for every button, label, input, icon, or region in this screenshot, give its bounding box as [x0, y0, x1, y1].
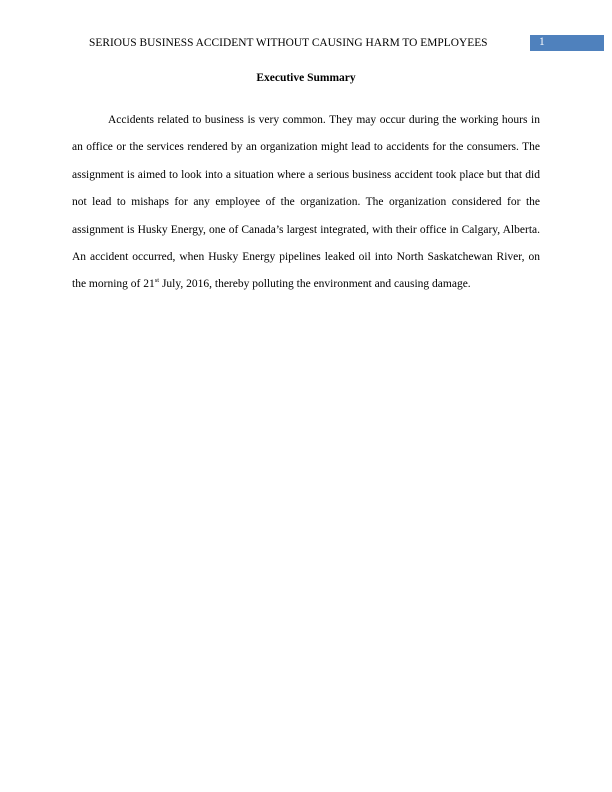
paragraph-text-part2: July, 2016, thereby polluting the environment and causing damage. [159, 278, 471, 291]
page-number-badge [530, 35, 604, 51]
body-paragraph [72, 107, 540, 299]
paragraph-text-part1: Accidents related to business is very common. They may occur during the working hours in an office or the services rendered by an organization might lead to accidents for the consumers. The assignment is aimed to look into a situation where a serious business accident took place but that did not lead to mishaps for any employee of the organization. The organization considered for the assignment is Husky Energy, one of Canada’s largest integrated, with their office in Calgary, Alberta. An accident occurred, when Husky Energy pipelines leaked oil into North Saskatchewan River, on the morning of 21 [72, 114, 540, 291]
section-heading: Executive Summary [256, 72, 356, 84]
page-header [0, 35, 612, 53]
page-number: 1 [539, 36, 545, 48]
ordinal-suffix: st [154, 277, 160, 285]
running-head-title: SERIOUS BUSINESS ACCIDENT WITHOUT CAUSING HARM TO EMPLOYEES [89, 37, 488, 49]
